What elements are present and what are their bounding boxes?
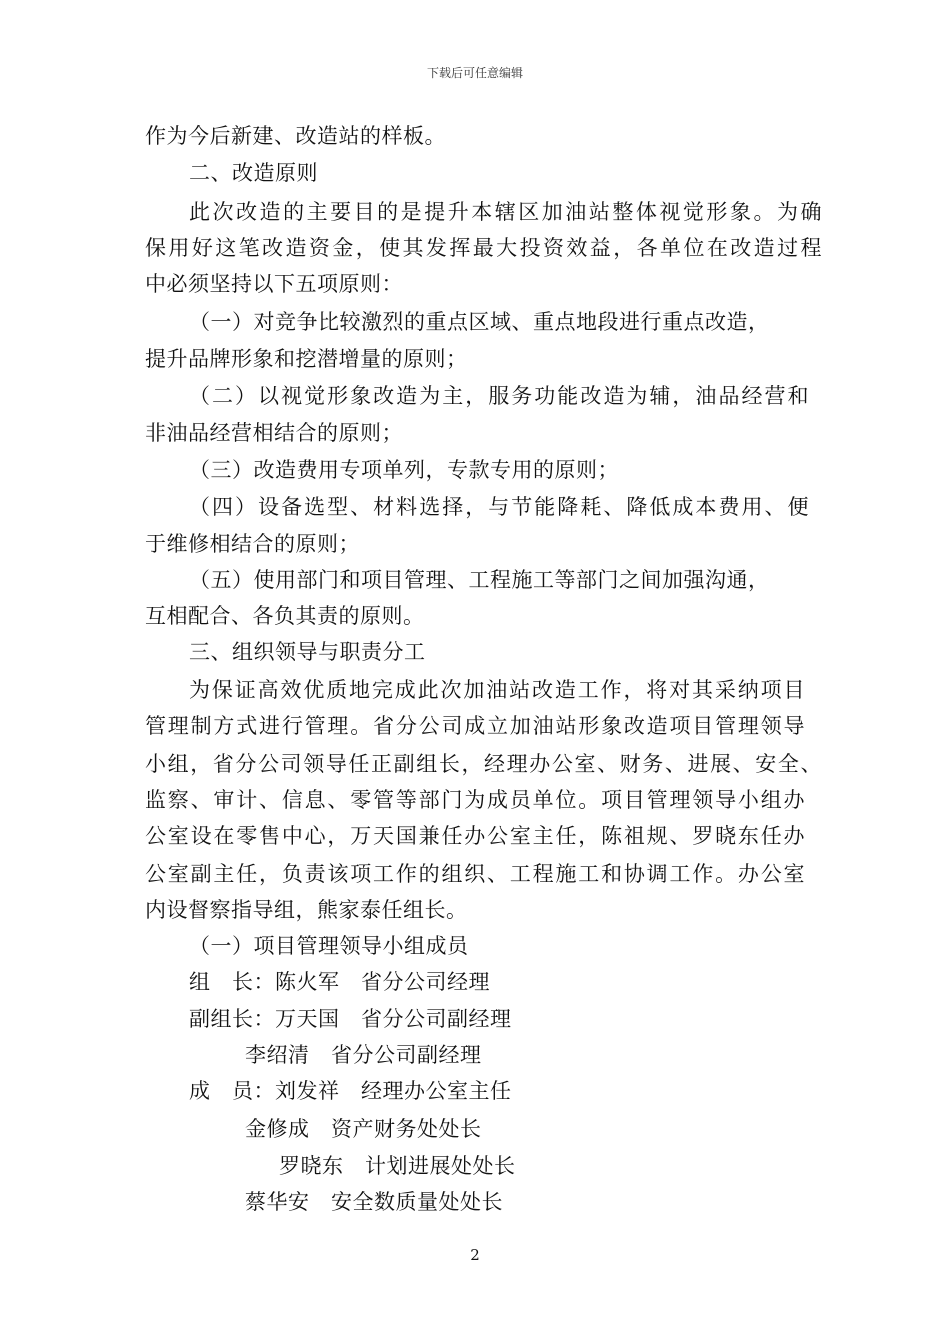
page-header: 下载后可任意编辑 bbox=[426, 66, 523, 80]
paragraph-line: 此次改造的主要目的是提升本辖区加油站整体视觉形象。为确 bbox=[189, 200, 822, 224]
paragraph-line: 非油品经营相结合的原则； bbox=[145, 421, 403, 445]
member-entry: 组 长：陈火军 省分公司经理 bbox=[189, 970, 490, 994]
paragraph-line: 公室设在零售中心，万天国兼任办公室主任，陈祖规、罗晓东任办 bbox=[145, 824, 805, 848]
paragraph-line: 内设督察指导组，熊家泰任组长。 bbox=[145, 898, 468, 922]
list-item: （一）对竞争比较激烈的重点区域、重点地段进行重点改造， bbox=[189, 310, 770, 334]
section-heading: 二、改造原则 bbox=[189, 161, 318, 185]
list-item: （三）改造费用专项单列，专款专用的原则； bbox=[189, 458, 619, 482]
section-heading: 三、组织领导与职责分工 bbox=[189, 640, 426, 664]
member-entry: 成 员：刘发祥 经理办公室主任 bbox=[189, 1079, 512, 1103]
subsection-heading: （一）项目管理领导小组成员 bbox=[189, 934, 469, 958]
paragraph-line: 提升品牌形象和挖潜增量的原则； bbox=[145, 347, 468, 371]
list-item: （四）设备选型、材料选择，与节能降耗、降低成本费用、便 bbox=[189, 495, 809, 519]
paragraph-line: 公室副主任，负责该项工作的组织、工程施工和协调工作。办公室 bbox=[145, 862, 805, 886]
member-entry: 罗晓东 计划进展处处长 bbox=[279, 1154, 516, 1178]
page-number: 2 bbox=[470, 1246, 480, 1264]
member-entry: 副组长：万天国 省分公司副经理 bbox=[189, 1007, 512, 1031]
paragraph-line: 保用好这笔改造资金，使其发挥最大投资效益，各单位在改造过程 bbox=[145, 236, 822, 260]
paragraph-line: 监察、审计、信息、零管等部门为成员单位。项目管理领导小组办 bbox=[145, 788, 805, 812]
paragraph-line: 小组，省分公司领导任正副组长，经理办公室、财务、进展、安全、 bbox=[145, 752, 822, 776]
member-entry: 李绍清 省分公司副经理 bbox=[245, 1043, 482, 1067]
paragraph-line: 于维修相结合的原则； bbox=[145, 532, 360, 556]
member-entry: 蔡华安 安全数质量处处长 bbox=[245, 1190, 503, 1214]
paragraph-line: 管理制方式进行管理。省分公司成立加油站形象改造项目管理领导 bbox=[145, 714, 805, 738]
paragraph-line: 互相配合、各负其责的原则。 bbox=[145, 604, 425, 628]
list-item: （二）以视觉形象改造为主，服务功能改造为辅，油品经营和 bbox=[189, 384, 809, 408]
paragraph-line: 为保证高效优质地完成此次加油站改造工作，将对其采纳项目 bbox=[189, 678, 805, 702]
paragraph-line: 中必须坚持以下五项原则： bbox=[145, 272, 403, 296]
list-item: （五）使用部门和项目管理、工程施工等部门之间加强沟通， bbox=[189, 568, 770, 592]
paragraph-line: 作为今后新建、改造站的样板。 bbox=[145, 124, 446, 148]
member-entry: 金修成 资产财务处处长 bbox=[245, 1117, 482, 1141]
